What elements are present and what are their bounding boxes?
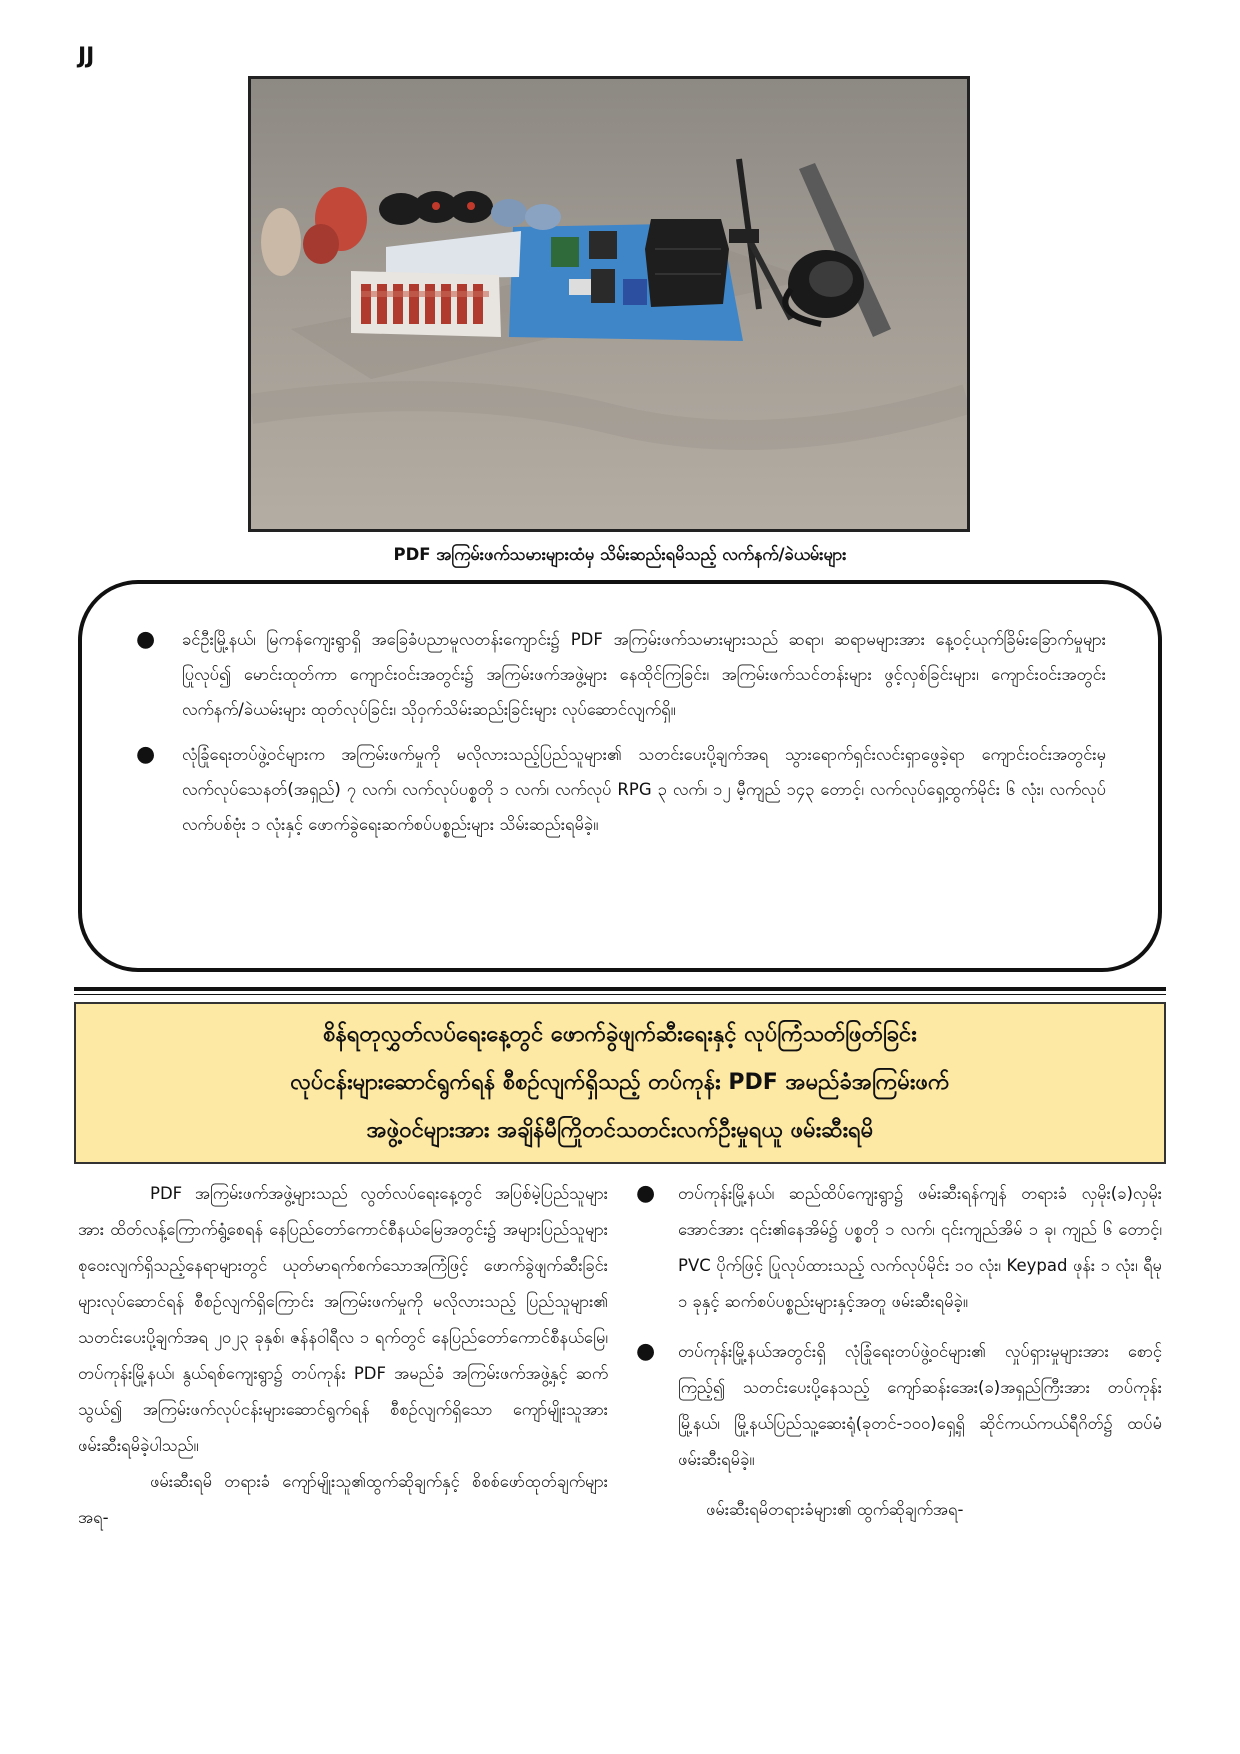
section-divider <box>74 987 1166 991</box>
article-bullet <box>634 1176 1162 1320</box>
article-headline <box>74 1002 1166 1164</box>
headline-line: လုပ်ငန်းများဆောင်ရွက်ရန် စီစဉ်လျက်ရှိသည့် တပ်ကုန်း PDF အမည်ခံအကြမ်းဖက် <box>290 1070 950 1095</box>
seized-weapons-photo <box>248 76 970 532</box>
summary-bullet-text: ခင်ဦးမြို့နယ်၊ မြကန်ကျေးရွာရှိ အခြေခံပညာမူလတန်းကျောင်း၌ PDF အကြမ်းဖက်သမားများသည် ဆရာ၊ ဆရာမများအား နေ့ဝင့်ယုက်ခြိမ်းခြောက်မှုများ ပြုလုပ်၍ မောင်းထုတ်ကာ ကျောင်းဝင်းအတွင်း၌ အကြမ်းဖက်အဖွဲ့များ နေထိုင်ကြခြင်း၊ အကြမ်းဖက်သင်တန်းများ ဖွင့်လှစ်ခြင်းများ၊ ကျောင်းဝင်းအတွင်း လက်နက်/ခဲယမ်းများ ထုတ်လုပ်ခြင်း၊ သိုဝှက်သိမ်းဆည်းခြင်းများ လုပ်ဆောင်လျက်ရှိ။ <box>182 630 1106 719</box>
page-number: JJ <box>78 44 95 69</box>
article-closing-text: ဖမ်းဆီးရမိတရားခံများ၏ ထွက်ဆိုချက်အရ- <box>706 1500 964 1519</box>
summary-bullet <box>134 622 1106 727</box>
article-right-column <box>634 1176 1162 1528</box>
headline-line: စိန်ရတုလွှတ်လပ်ရေးနေ့တွင် ဖောက်ခွဲဖျက်ဆီးရေးနှင့် လုပ်ကြံသတ်ဖြတ်ခြင်း <box>323 1022 917 1047</box>
article-bullet-text: တပ်ကုန်းမြို့နယ်၊ ဆည်ထိပ်ကျေးရွာ၌ ဖမ်းဆီးရန်ကျန် တရားခံ လှမိုး(ခ)လှမိုးအောင်အား ၎င်း၏နေအိမ်၌ ပစ္စတို ၁ လက်၊ ၎င်းကျည်အိမ် ၁ ခု၊ ကျည် ၆ တောင့်၊ PVC ပိုက်ဖြင့် ပြုလုပ်ထားသည့် လက်လုပ်မိုင်း ၁၀ လုံး၊ Keypad ဖုန်း ၁ လုံး၊ ရီမု ၁ ခုနှင့် ဆက်စပ်ပစ္စည်းများနှင့်အတူ ဖမ်းဆီးရမိခဲ့။ <box>678 1184 1162 1311</box>
article-paragraph: PDF အကြမ်းဖက်အဖွဲ့များသည် လွတ်လပ်ရေးနေ့တွင် အပြစ်မဲ့ပြည်သူများအား ထိတ်လန့်ကြောက်ရွံ့စေရန် နေပြည်တော်ကောင်စီနယ်မြေအတွင်း၌ အများပြည်သူများ စုဝေးလျက်ရှိသည့်နေရာများတွင် ယုတ်မာရက်စက်သောအကြံဖြင့် ဖောက်ခွဲဖျက်ဆီးခြင်းများလုပ်ဆောင်ရန် စီစဉ်လျက်ရှိကြောင်း အကြမ်းဖက်မှုကို မလိုလားသည့် ပြည်သူများ၏ သတင်းပေးပို့ချက်အရ ၂၀၂၃ ခုနှစ်၊ ဇန်နဝါရီလ ၁ ရက်တွင် နေပြည်တော်ကောင်စီနယ်မြေ၊ တပ်ကုန်းမြို့နယ်၊ နွယ်ရစ်ကျေးရွာ၌ တပ်ကုန်း PDF အမည်ခံ အကြမ်းဖက်အဖွဲ့နှင့် ဆက်သွယ်၍ အကြမ်းဖက်လုပ်ငန်းများဆောင်ရွက်ရန် စီစဉ်လျက်ရှိသော ကျော်မျိုးသူအား ဖမ်းဆီးရမိခဲ့ပါသည်။ <box>78 1184 608 1455</box>
article-bullet-text: တပ်ကုန်းမြို့နယ်အတွင်းရှိ လုံခြုံရေးတပ်ဖွဲ့ဝင်များ၏ လှုပ်ရှားမှုများအား စောင့်ကြည့်၍ သတင်းပေးပို့နေသည့် ကျော်ဆန်းအေး(ခ)အရှည်ကြီးအား တပ်ကုန်းမြို့နယ်၊ မြို့နယ်ပြည်သူ့ဆေးရုံ(ခုတင်-၁၀၀)ရှေ့ရှိ ဆိုင်ကယ်ကယ်ရီဂိတ်၌ ထပ်မံဖမ်းဆီးရမိခဲ့။ <box>678 1342 1162 1469</box>
bullet-icon: ● <box>636 1181 656 1206</box>
summary-box <box>78 580 1162 972</box>
bullet-icon: ● <box>636 1339 656 1364</box>
summary-bullet <box>134 737 1106 842</box>
article-closing-text: ဖမ်းဆီးရမိ တရားခံ ကျော်မျိုးသူ၏ထွက်ဆိုချက်နှင့် စိစစ်ဖော်ထုတ်ချက်များအရ- <box>78 1472 608 1527</box>
bullet-icon: ● <box>136 742 156 767</box>
headline-line: အဖွဲ့ဝင်များအား အချိန်မီကြိုတင်သတင်းလက်ဦးမှုရယူ ဖမ်းဆီးရမိ <box>366 1118 874 1143</box>
summary-bullet-text: လုံခြုံရေးတပ်ဖွဲ့ဝင်များက အကြမ်းဖက်မှုကို မလိုလားသည့်ပြည်သူများ၏ သတင်းပေးပို့ချက်အရ သွားရောက်ရှင်းလင်းရှာဖွေခဲ့ရာ ကျောင်းဝင်းအတွင်းမှ လက်လုပ်သေနတ်(အရှည်) ၇ လက်၊ လက်လုပ်ပစ္စတို ၁ လက်၊ လက်လုပ် RPG ၃ လက်၊ ၁၂ မီ့ကျည် ၁၄၃ တောင့်၊ လက်လုပ်ရှေ့ထွက်မိုင်း ၆ လုံး၊ လက်လုပ်လက်ပစ်ဗုံး ၁ လုံးနှင့် ဖောက်ခွဲရေးဆက်စပ်ပစ္စည်းများ သိမ်းဆည်းရမိခဲ့။ <box>182 745 1106 834</box>
article-left-column <box>78 1176 608 1536</box>
section-divider-thin <box>74 994 1166 995</box>
bullet-icon: ● <box>136 627 156 652</box>
photo-caption: PDF အကြမ်းဖက်သမားများထံမှ သိမ်းဆည်းရမိသည့် လက်နက်/ခဲယမ်းများ <box>393 545 847 564</box>
article-bullet <box>634 1334 1162 1478</box>
